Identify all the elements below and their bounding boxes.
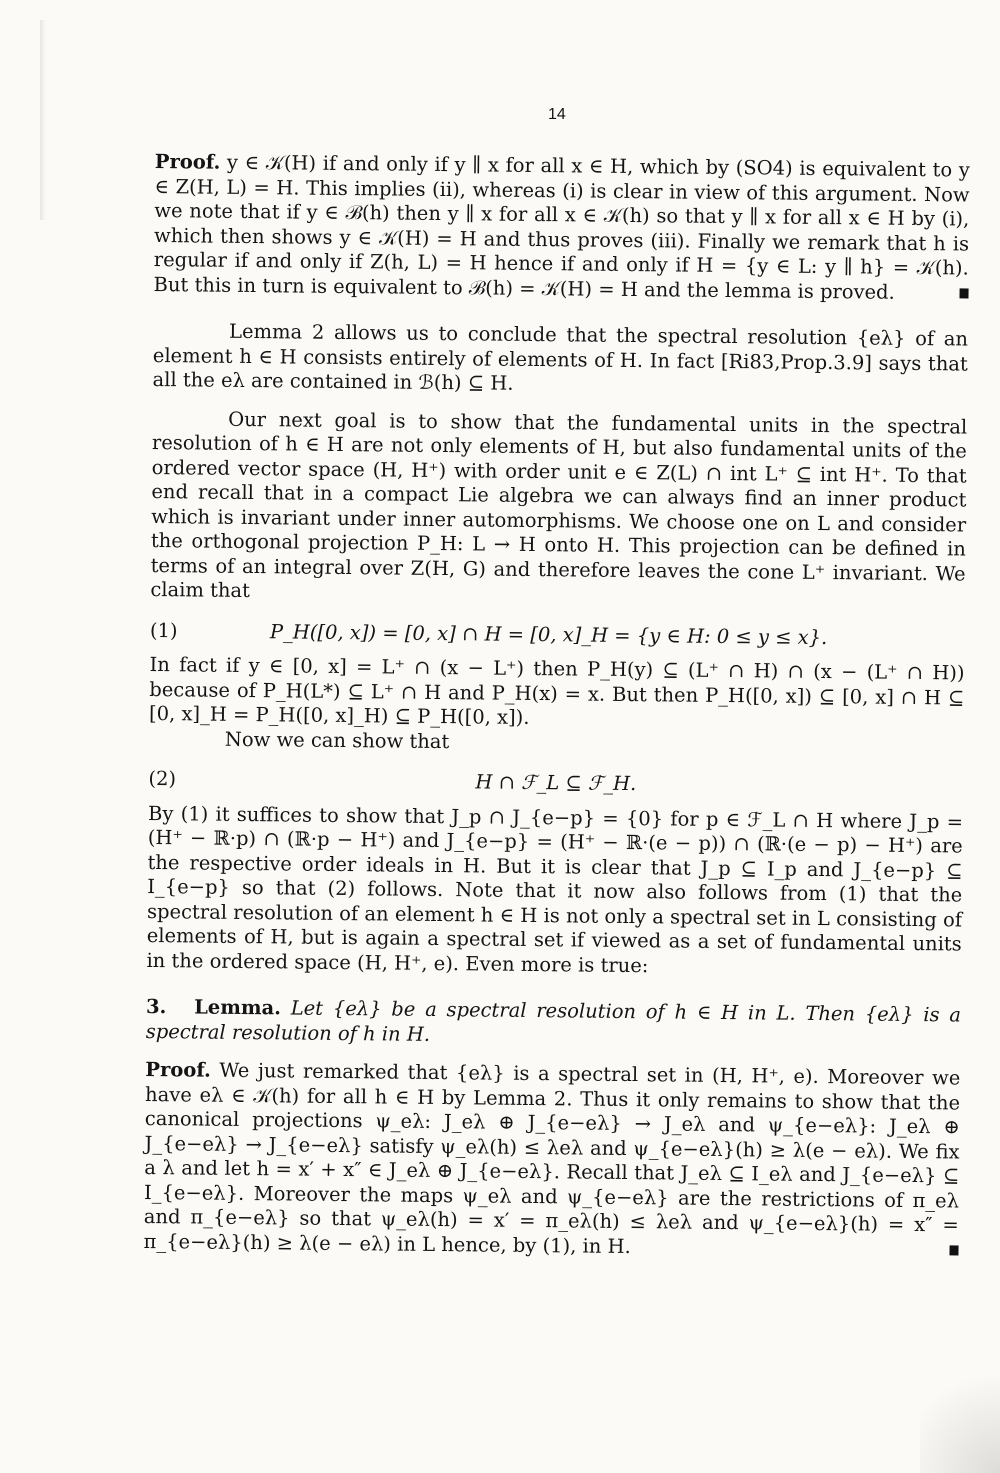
proof-text: y ∈ 𝒦(H) if and only if y ∥ x for all x ∈ H, which by (SO4) is equivalent to y ∈ Z(H, L) = H. This implies (ii), whereas (i) is clear in view of this argument. Now we note that if y ∈ ℬ(h) then y ∥ x for all x ∈ 𝒦(h) so that y ∥ x for all x ∈ H by (i), which then shows y ∈ 𝒦(H) = H and thus proves (iii). Finally we remark that h is regular if and only if Z(h, L) = H hence if and only if H = {y ∈ L: y ∥ h} = 𝒦(h). But this in turn is equivalent to ℬ(h) = 𝒦(H) = H and the lemma is proved. [153,150,970,304]
lemma-statement: Let {eλ} be a spectral resolution of h ∈ H in L. Then {eλ} is a spectral resolution of h in H. [145,996,962,1046]
equation-label: (2) [148,766,177,791]
scan-edge-shadow [40,20,46,220]
scan-corner-noise [920,1353,1000,1473]
equation-label: (1) [149,618,178,642]
qed-square-icon [959,288,968,298]
qed-square-icon [949,1245,958,1255]
proof-heading: Proof. [154,150,221,174]
paragraph-now-show: Now we can show that [224,727,450,753]
paragraph-lemma2-conclusion: Lemma 2 allows us to conclude that the spectral resolution {eλ} of an element h ∈ H consists entirely of elements of H. In fact [Ri83,Prop.3.9] says that all the eλ are contained in ℬ(h) ⊆ H. [152,319,969,395]
equation-body: P_H([0, x]) = [0, x] ∩ H = [0, x]_H = {y ∈ H: 0 ≤ y ≤ x}. [269,619,828,649]
paragraph-next-goal: Our next goal is to show that the fundamental units in the spectral resolution of h ∈ H are not only elements of H, but also fundamental units of the ordered vector space (H, H⁺) with order unit e ∈ Z(L) ∩ int L⁺ ⊆ int H⁺. To that end recall that in a compact Lie algebra we can always find an inner product which is invariant under inner automorphisms. We choose one on L and consider the orthogonal projection P_H: L → H onto H. This projection can be defined in terms of an integral over Z(H, G) and therefore leaves the cone L⁺ invariant. We claim that [150,407,968,603]
paragraph-in-fact: In fact if y ∈ [0, x] = L⁺ ∩ (x − L⁺) then P_H(y) ⊆ (L⁺ ∩ H) ∩ (x − (L⁺ ∩ H)) because of P_H(L*) ⊆ L⁺ ∩ H and P_H(x) = x. But then P_H([0, x]) ⊆ [0, x] ∩ H ⊆ [0, x]_H = P_H([0, x]_H) ⊆ P_H([0, x]). [148,652,965,729]
proof-text: We just remarked that {eλ} is a spectral set in (H, H⁺, e). Moreover we have eλ ∈ 𝒦(h) for all h ∈ H by Lemma 2. Thus it only remains to show that the canonical projections ψ_eλ: J_eλ ⊕ J_{e−eλ} → J_eλ and ψ_{e−eλ}: J_eλ ⊕ J_{e−eλ} → J_{e−eλ} satisfy ψ_eλ(h) ≤ λeλ and ψ_{e−eλ}(h) ≥ λ(e − eλ). We fix a λ and let h = x′ + x″ ∈ J_eλ ⊕ J_{e−eλ}. Recall that J_eλ ⊆ I_eλ and J_{e−eλ} ⊆ I_{e−eλ}. Moreover the maps ψ_eλ and ψ_{e−eλ} are the restrictions of π_eλ and π_{e−eλ} so that ψ_eλ(h) = x′ = π_eλ(h) ≤ λeλ and ψ_{e−eλ}(h) = x″ = π_{e−eλ}(h) ≥ λ(e − eλ) in L hence, by (1), in H. [143,1058,961,1258]
lemma-3 [146,995,961,1053]
equation-body: H ∩ ℱ_L ⊆ ℱ_H. [475,770,637,796]
page-body [143,150,970,1262]
proof-heading: Proof. [145,1057,211,1082]
lemma-number: 3. [145,994,167,1019]
paragraph-by-1: By (1) it suffices to show that J_p ∩ J_{e−p} = {0} for p ∈ ℱ_L ∩ H where J_p = (H⁺ − ℝ·p) ∩ (ℝ·p − H⁺) and J_{e−p} = (H⁺ − ℝ·(e − p)) ∩ (ℝ·(e − p) − H⁺) are the respective order ideals in H. But it is clear that J_p ⊆ I_p and J_{e−p} ⊆ I_{e−p} so that (2) follows. Note that it now also follows from (1) that the spectral resolution of an element h ∈ H is not only a spectral set in L consisting of elements of H, but is again a spectral set if viewed as a set of fundamental units in the ordered space (H, H⁺, e). Even more is true: [146,801,964,977]
proof-paragraph-1 [153,150,969,306]
equation-2 [148,767,963,800]
lemma-heading: Lemma. [194,995,282,1020]
page-number: 14 [548,106,566,123]
proof-paragraph-2 [143,1058,960,1263]
equation-1 [150,618,965,651]
